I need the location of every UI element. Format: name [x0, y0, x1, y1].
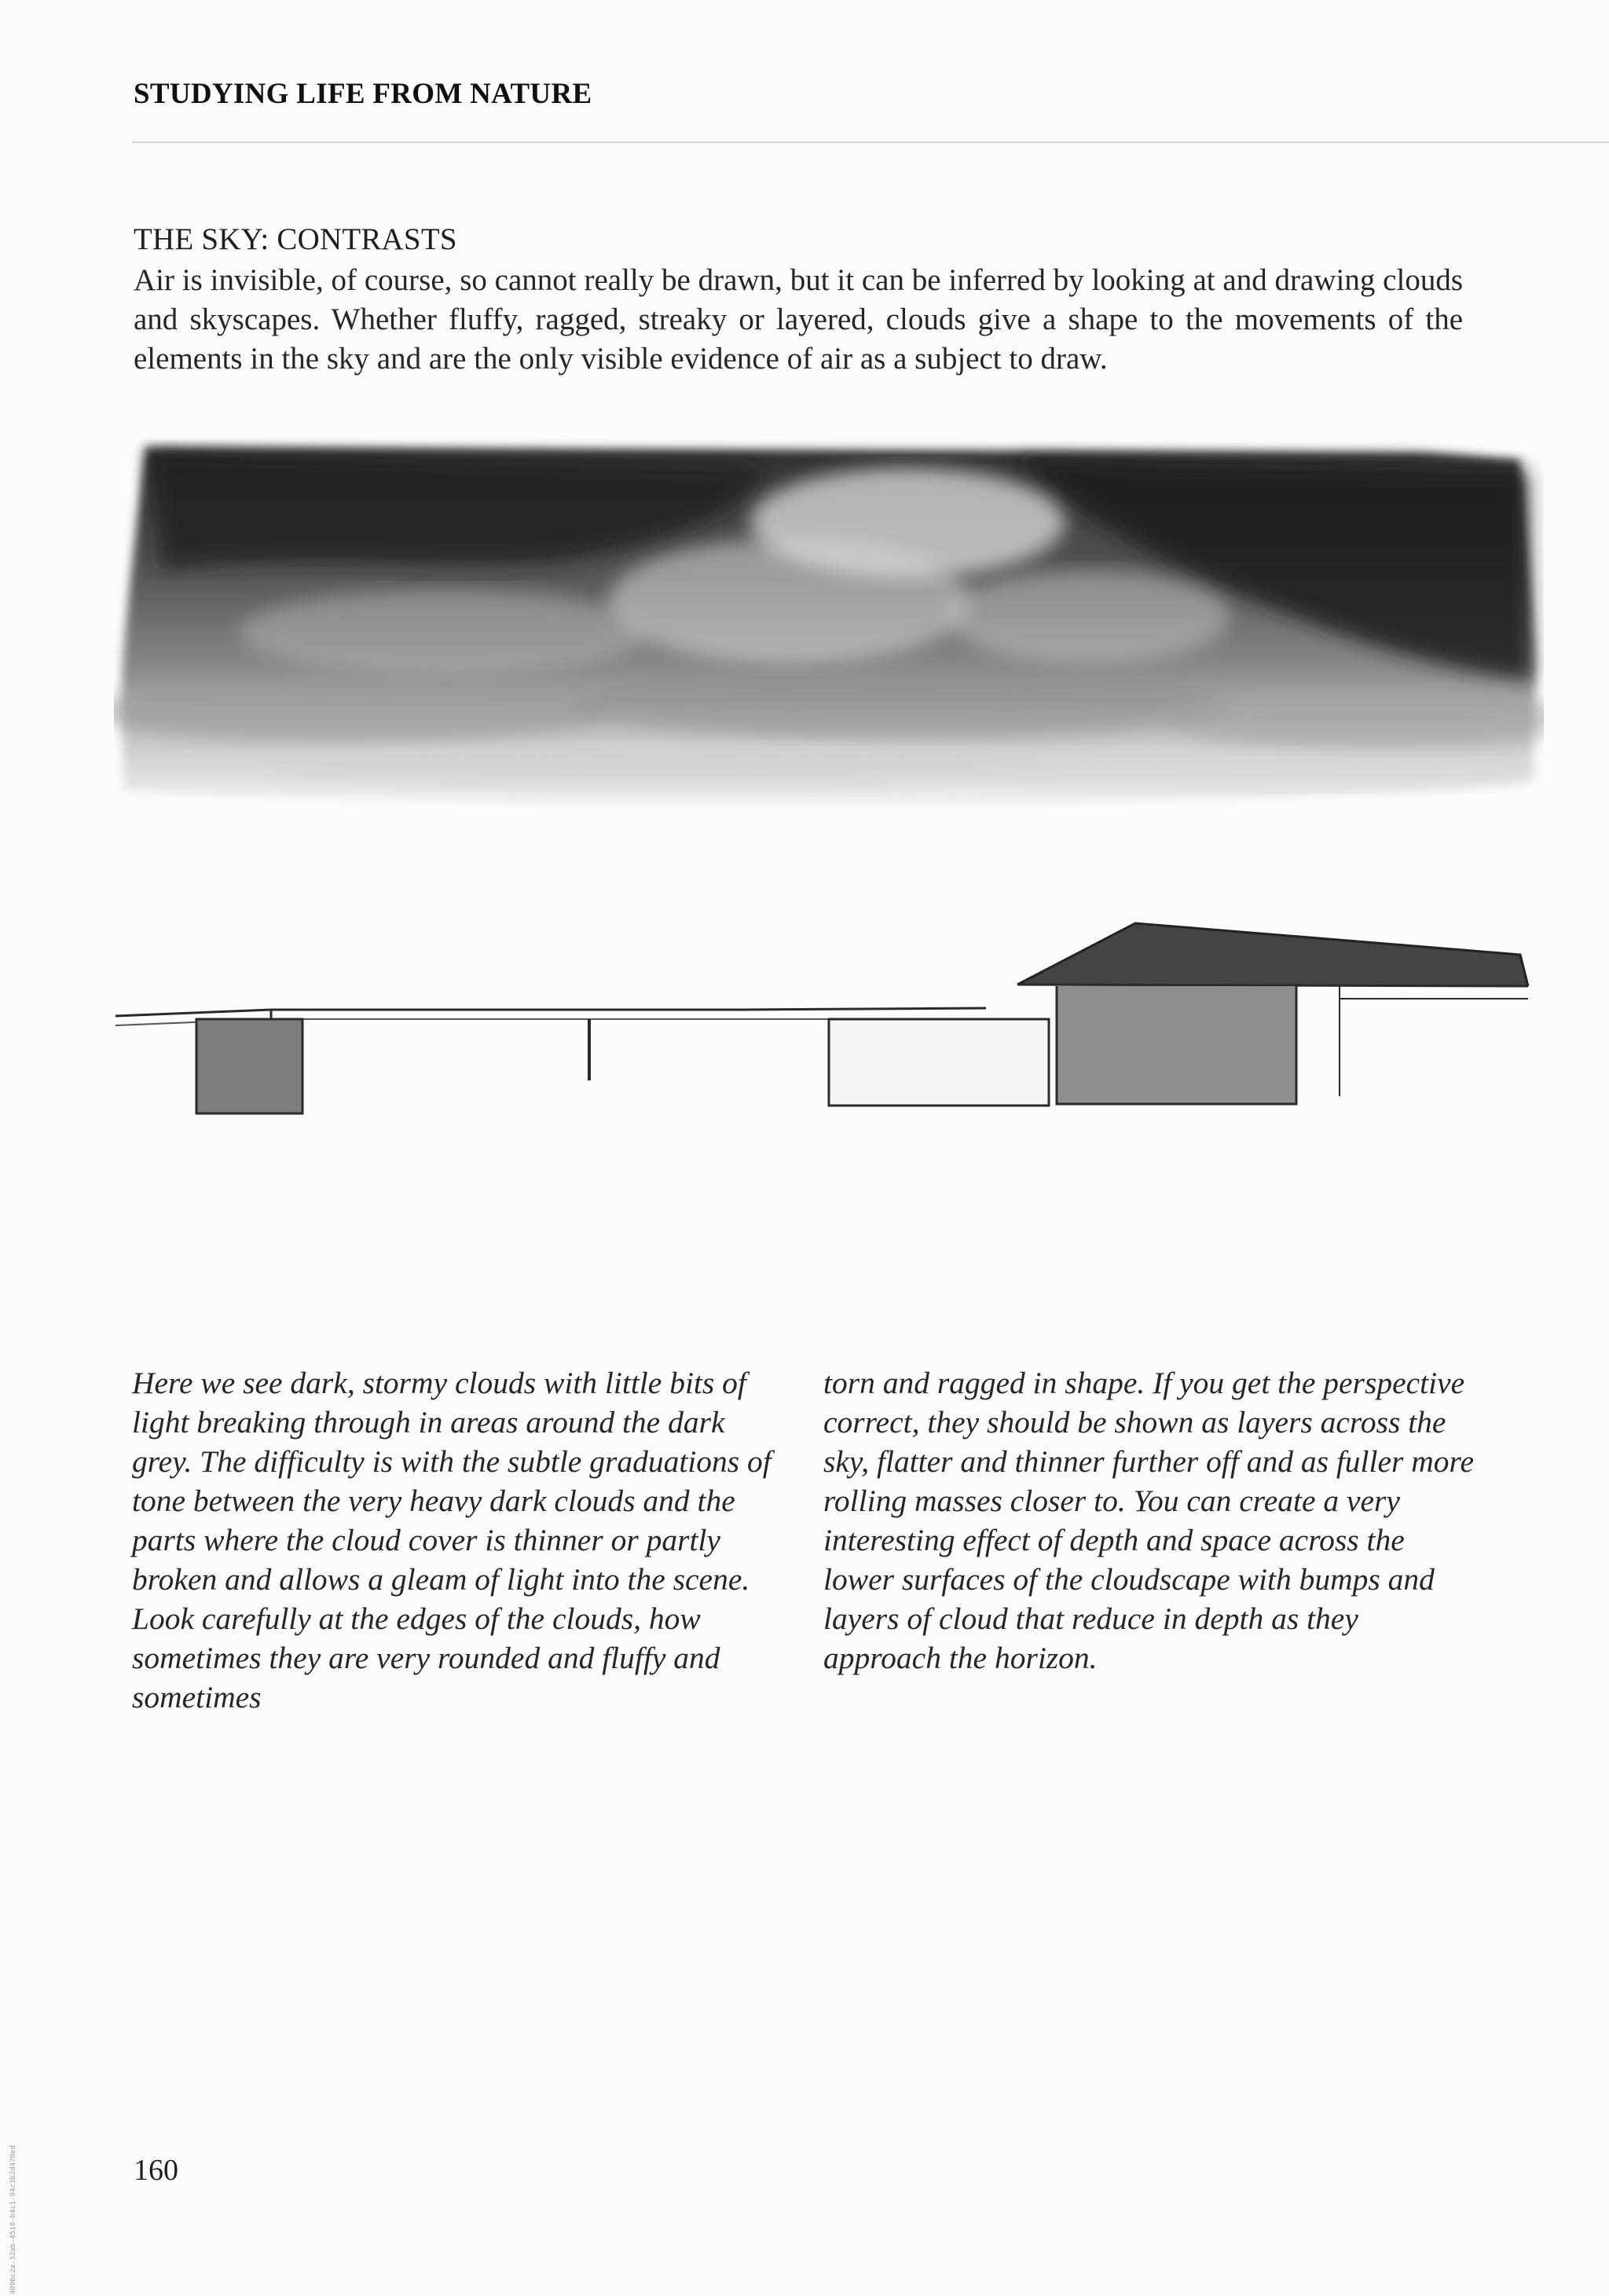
margin-code: 4006c2a-32ab-4510-b4c1-94c3b2d470ed — [9, 2145, 17, 2294]
header-rule — [132, 141, 1609, 143]
section-title: THE SKY: CONTRASTS — [134, 222, 457, 256]
page-number: 160 — [134, 2154, 178, 2187]
stormy-sky-drawing — [114, 436, 1544, 1139]
running-head: STUDYING LIFE FROM NATURE — [134, 78, 592, 110]
intro-paragraph: Air is invisible, of course, so cannot really be drawn, but it can be inferred by looking at and drawing clouds and skyscapes. Whether fluffy, ragged, streaky or layered, clouds give a shape to the movements of the elements in the sky and are the only visible evidence of air as a subject to draw. — [134, 263, 1463, 376]
cloud-mass — [114, 447, 1544, 805]
caption-column-left: Here we see dark, stormy clouds with little bits of light breaking through in areas around the dark grey. The difficulty is with the subtle graduations of tone between the very heavy dark clouds and the parts where the cloud cover is thinner or partly broken and allows a gleam of light into the scene. Look carefully at the edges of the clouds, how sometimes they are very rounded and fluffy and sometimes — [132, 1366, 772, 1715]
rooftops — [115, 923, 1528, 1113]
caption-column-right: torn and ragged in shape. If you get the perspective correct, they should be shown as layers across the sky, flatter and thinner further off and as fuller more rolling masses closer to. You can create a very interesting effect of depth and space across the lower surfaces of the cloudscape with bumps and layers of cloud that reduce in depth as they approach the horizon. — [823, 1366, 1474, 1675]
